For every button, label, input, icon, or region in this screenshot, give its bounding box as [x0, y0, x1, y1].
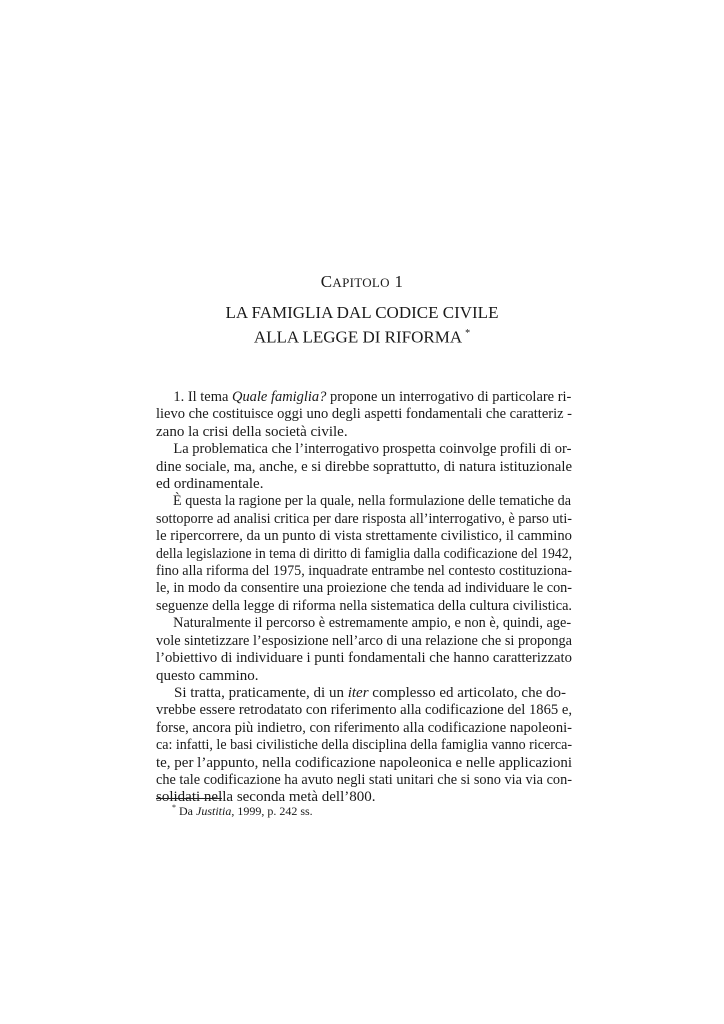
body-line: seguenze della legge di riforma nella sistematica della cultura civilistica. — [156, 597, 573, 614]
italic-phrase: iter — [347, 684, 369, 701]
body-line: l’obiettivo di individuare i punti fondamentali che hanno caratterizzato — [156, 650, 572, 667]
chapter-label — [0, 272, 724, 292]
body-line: questo cammino. — [156, 667, 259, 684]
body-line: vrebbe essere retrodatato con riferimento alla codificazione del 1865 e, — [156, 702, 573, 719]
body-line: Naturalmente il percorso è estremamente ampio, e non è, quindi, age- — [173, 615, 572, 632]
footnote-source: Justitia — [196, 804, 232, 818]
footnote-marker: * — [172, 803, 176, 812]
chapter-label-rest: APITOLO — [332, 275, 390, 290]
chapter-title-line-1: LA FAMIGLIA DAL CODICE CIVILE — [225, 303, 499, 322]
chapter-title — [0, 302, 724, 348]
footnote-text: Da — [176, 804, 196, 818]
body-line: La problematica che l’interrogativo prospetta coinvolge profili di or- — [173, 441, 572, 458]
body-line: dine sociale, ma, anche, e si direbbe soprattutto, di natura istituzionale — [156, 458, 573, 475]
body-line: lievo che costituisce oggi uno degli aspetti fondamentali che caratteriz - — [156, 406, 572, 423]
chapter-number: 1 — [394, 272, 404, 291]
italic-phrase: Quale famiglia? — [231, 389, 327, 405]
footnote-marker: * — [465, 328, 471, 339]
body-line: della legislazione in tema di diritto di famiglia dalla codificazione del 1942, — [156, 545, 573, 562]
body-line-text: Si tratta, praticamente, di un — [174, 684, 348, 701]
chapter-heading — [0, 272, 724, 348]
body-line: È questa la ragione per la quale, nella formulazione delle tematiche da — [172, 493, 572, 510]
footnote-divider — [156, 798, 222, 799]
body-line: le ripercorrere, da un punto di vista strettamente civilistico, il cammino — [156, 528, 573, 545]
body-line: che tale codificazione ha avuto negli stati unitari che si sono via via con- — [156, 771, 572, 788]
footnote — [172, 803, 313, 819]
body-line: forse, ancora più indietro, con riferimento alla codificazione napoleoni- — [156, 719, 573, 736]
body-text — [156, 389, 572, 807]
body-line-text: propone un interrogativo di particolare ri- — [326, 389, 572, 405]
body-line: fino alla riforma del 1975, inquadrate entrambe nel contesto costituziona- — [156, 563, 572, 580]
footnote-text: , 1999, p. 242 ss. — [231, 804, 313, 818]
body-line: zano la crisi della società civile. — [156, 423, 348, 440]
body-line: vole sintetizzare l’esposizione nell’arco di una relazione che si proponga — [156, 632, 573, 649]
body-line: ed ordinamentale. — [156, 476, 264, 493]
body-line: solidati nella seconda metà dell’800. — [156, 789, 376, 806]
body-line — [156, 685, 572, 702]
body-line-text: complesso ed articolato, che do- — [368, 684, 566, 701]
body-line: sottoporre ad analisi critica per dare risposta all’interrogativo, è parso uti- — [156, 510, 572, 527]
paragraph-number: 1. Il tema — [173, 389, 232, 405]
body-line: le, in modo da consentire una proiezione che tenda ad individuare le con- — [156, 580, 573, 597]
chapter-title-line-2: ALLA LEGGE DI RIFORMA — [253, 327, 463, 347]
body-line: ca: infatti, le basi civilistiche della disciplina della famiglia vanno ricerca- — [156, 737, 573, 754]
chapter-title-line-2-wrap — [0, 323, 724, 348]
chapter-label-initial: C — [320, 272, 333, 291]
body-line — [156, 389, 572, 406]
body-line: te, per l’appunto, nella codificazione napoleonica e nelle applicazioni — [156, 754, 572, 771]
